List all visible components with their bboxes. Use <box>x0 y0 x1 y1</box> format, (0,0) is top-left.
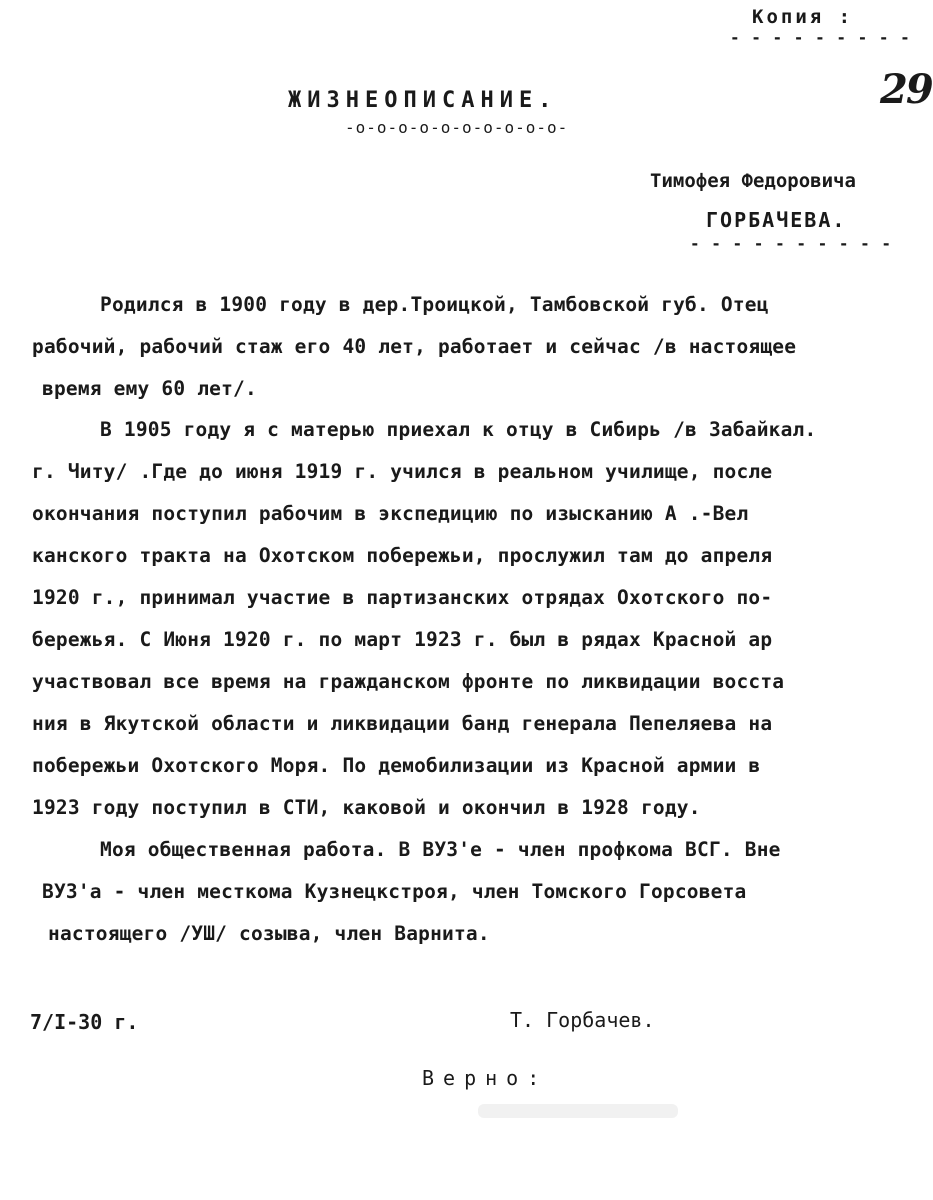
body-line: 1923 году поступил в СТИ, каковой и окончил в 1928 году. <box>32 796 701 819</box>
body-line: побережьи Охотского Моря. По демобилизации из Красной армии в <box>32 754 761 777</box>
document-date: 7/I-30 г. <box>30 1010 139 1034</box>
document-title: ЖИЗНЕОПИСАНИЕ. <box>288 88 558 113</box>
faded-stamp <box>478 1104 678 1118</box>
body-line: г. Читу/ .Где до июня 1919 г. учился в реальном училище, после <box>32 460 773 483</box>
signature-line: Т. Горбачев. <box>510 1008 655 1032</box>
person-name: Тимофея Федоровича <box>650 170 856 192</box>
body-line: участвовал все время на гражданском фронте по ликвидации восста <box>32 670 785 693</box>
body-line: настоящего /УШ/ созыва, член Варнита. <box>48 922 490 945</box>
handwritten-page-number: 29 <box>880 66 932 113</box>
body-line: Родился в 1900 году в дер.Троицкой, Тамбовской губ. Отец <box>100 293 769 316</box>
title-rule: -о-о-о-о-о-о-о-о-о-о- <box>345 118 569 137</box>
body-line: В 1905 году я с матерью приехал к отцу в Сибирь /в Забайкал. <box>100 418 817 441</box>
person-surname: ГОРБАЧЕВА. <box>706 208 847 232</box>
body-line: окончания поступил рабочим в экспедицию по изысканию А .-Вел <box>32 502 749 525</box>
body-line: ВУЗ'а - член месткома Кузнецкстроя, член Томского Горсовета <box>42 880 747 903</box>
body-line: бережья. С Июня 1920 г. по март 1923 г. был в рядах Красной ар <box>32 628 773 651</box>
body-line: канского тракта на Охотском побережьи, прослужил там до апреля <box>32 544 773 567</box>
copy-mark: Копия : <box>752 6 854 28</box>
body-line: рабочий, рабочий стаж его 40 лет, работает и сейчас /в настоящее <box>32 335 797 358</box>
body-line: 1920 г., принимал участие в партизанских отрядах Охотского по- <box>32 586 773 609</box>
body-line: ния в Якутской области и ликвидации банд генерала Пепеляева на <box>32 712 773 735</box>
certified-true-label: Верно: <box>422 1066 549 1090</box>
body-line: время ему 60 лет/. <box>42 377 257 400</box>
copy-mark-underline: - - - - - - - - - <box>730 28 911 47</box>
surname-underline: - - - - - - - - - - <box>690 234 893 253</box>
body-line: Моя общественная работа. В ВУЗ'е - член профкома ВСГ. Вне <box>100 838 781 861</box>
